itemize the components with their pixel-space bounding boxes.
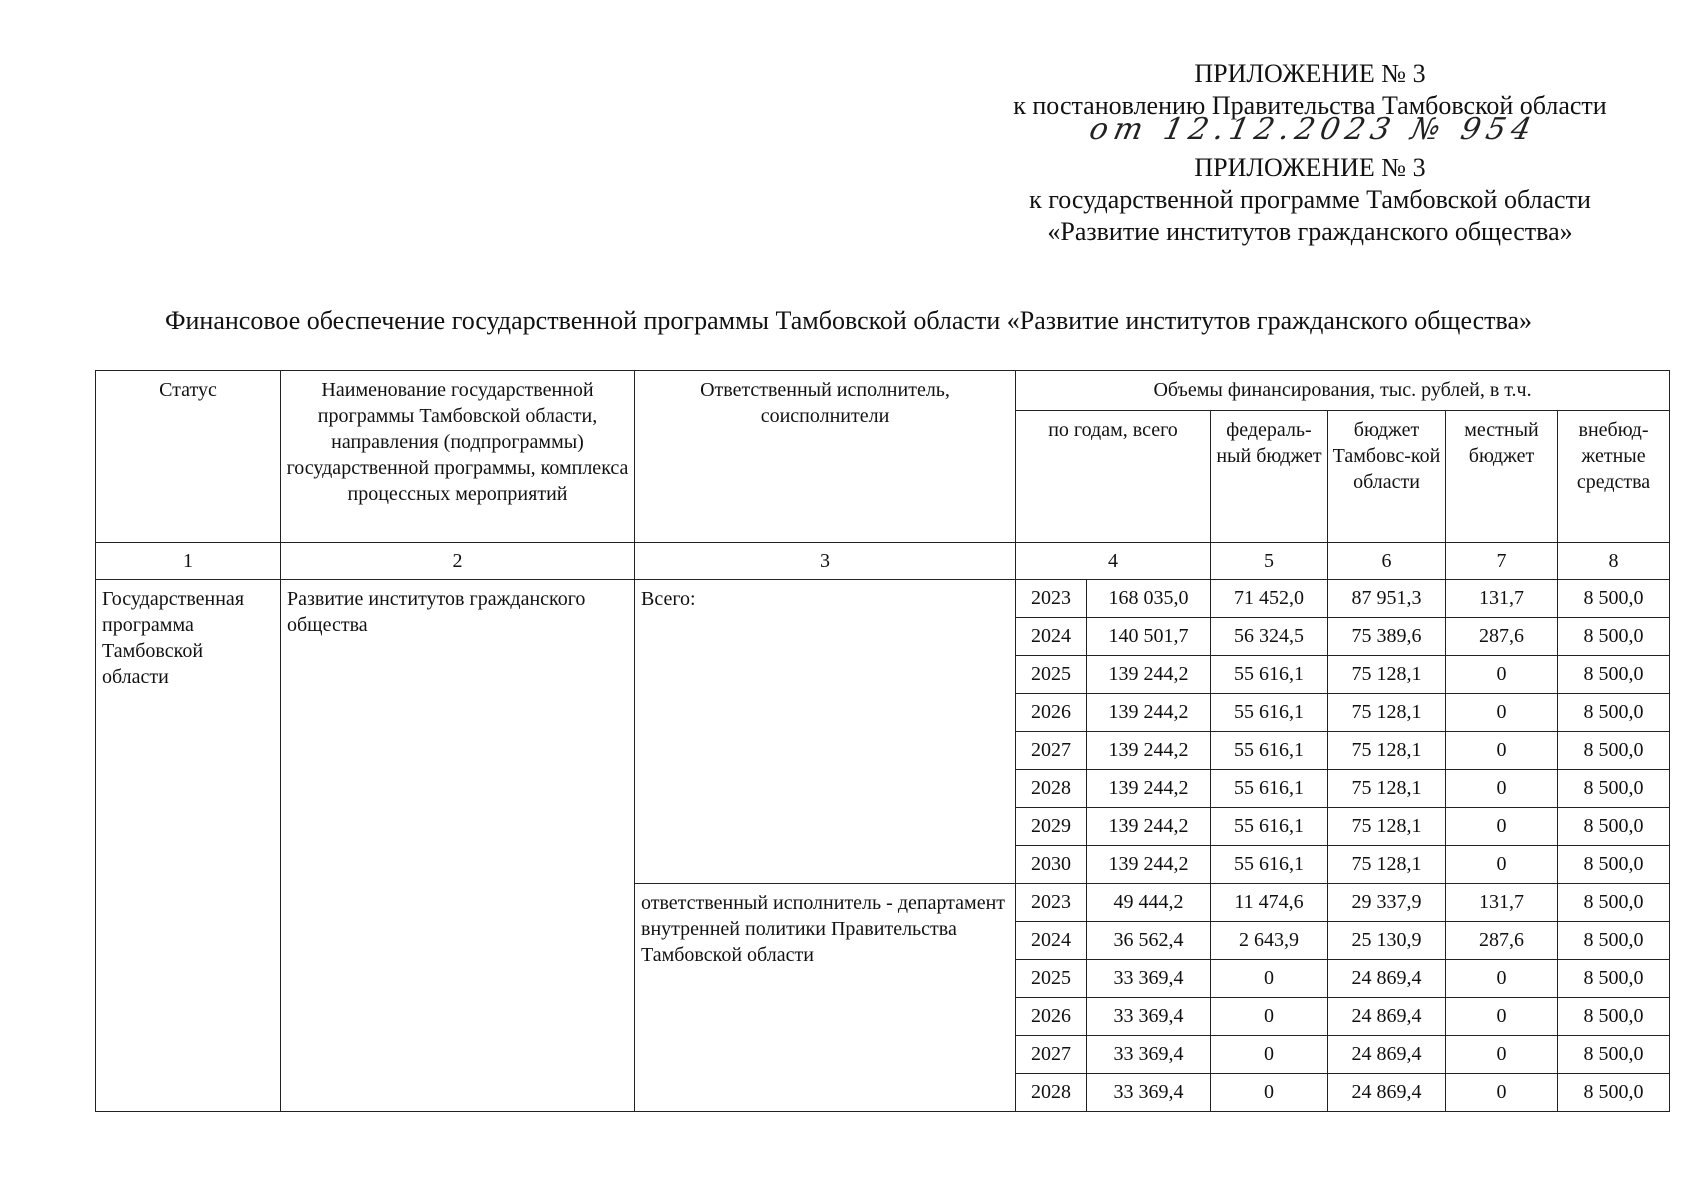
extra-cell: 8 500,0	[1558, 808, 1670, 846]
header-status: Статус	[96, 371, 281, 543]
appendix-resolution-line: к постановлению Правительства Тамбовской области	[1013, 91, 1607, 120]
federal-cell: 56 324,5	[1211, 618, 1328, 656]
extra-cell: 8 500,0	[1558, 618, 1670, 656]
local-cell: 131,7	[1446, 884, 1558, 922]
extra-cell: 8 500,0	[1558, 1036, 1670, 1074]
extra-cell: 8 500,0	[1558, 694, 1670, 732]
federal-cell: 55 616,1	[1211, 694, 1328, 732]
regional-cell: 75 128,1	[1328, 656, 1446, 694]
extra-cell: 8 500,0	[1558, 846, 1670, 884]
local-cell: 0	[1446, 694, 1558, 732]
header-local: местный бюджет	[1446, 411, 1558, 543]
appendix-to-program	[975, 152, 1645, 248]
local-cell: 0	[1446, 998, 1558, 1036]
federal-cell: 0	[1211, 1074, 1328, 1112]
federal-cell: 55 616,1	[1211, 846, 1328, 884]
regional-cell: 24 869,4	[1328, 1074, 1446, 1112]
local-cell: 0	[1446, 770, 1558, 808]
extra-cell: 8 500,0	[1558, 770, 1670, 808]
regional-cell: 75 128,1	[1328, 808, 1446, 846]
total-cell: 139 244,2	[1087, 656, 1211, 694]
local-cell: 0	[1446, 808, 1558, 846]
col-number: 5	[1211, 543, 1328, 580]
header-executor: Ответственный исполнитель, соисполнители	[635, 371, 1016, 543]
federal-cell: 0	[1211, 960, 1328, 998]
total-cell: 139 244,2	[1087, 770, 1211, 808]
year-cell: 2023	[1016, 580, 1087, 618]
col-number: 1	[96, 543, 281, 580]
program-appendix-line1: к государственной программе Тамбовской области	[1029, 185, 1591, 214]
total-cell: 33 369,4	[1087, 998, 1211, 1036]
local-cell: 0	[1446, 732, 1558, 770]
local-cell: 0	[1446, 1036, 1558, 1074]
federal-cell: 71 452,0	[1211, 580, 1328, 618]
local-cell: 131,7	[1446, 580, 1558, 618]
total-cell: 139 244,2	[1087, 694, 1211, 732]
col-number: 3	[635, 543, 1016, 580]
total-cell: 33 369,4	[1087, 1074, 1211, 1112]
federal-cell: 55 616,1	[1211, 656, 1328, 694]
regional-cell: 75 128,1	[1328, 732, 1446, 770]
regional-cell: 75 128,1	[1328, 770, 1446, 808]
regional-cell: 24 869,4	[1328, 1036, 1446, 1074]
header-volumes: Объемы финансирования, тыс. рублей, в т.ч.	[1016, 371, 1670, 411]
regional-cell: 75 128,1	[1328, 846, 1446, 884]
col-number: 2	[281, 543, 635, 580]
program-name-cell: Развитие институтов гражданского общества	[281, 580, 635, 1112]
federal-cell: 55 616,1	[1211, 808, 1328, 846]
year-cell: 2027	[1016, 732, 1087, 770]
regional-cell: 75 128,1	[1328, 694, 1446, 732]
regional-cell: 24 869,4	[1328, 960, 1446, 998]
total-cell: 139 244,2	[1087, 732, 1211, 770]
local-cell: 0	[1446, 1074, 1558, 1112]
year-cell: 2029	[1016, 808, 1087, 846]
year-cell: 2025	[1016, 656, 1087, 694]
year-cell: 2027	[1016, 1036, 1087, 1074]
col-number: 7	[1446, 543, 1558, 580]
year-cell: 2023	[1016, 884, 1087, 922]
program-appendix-title: ПРИЛОЖЕНИЕ № 3	[1194, 153, 1426, 182]
federal-cell: 2 643,9	[1211, 922, 1328, 960]
total-cell: 139 244,2	[1087, 846, 1211, 884]
federal-cell: 0	[1211, 1036, 1328, 1074]
local-cell: 287,6	[1446, 618, 1558, 656]
extra-cell: 8 500,0	[1558, 884, 1670, 922]
regional-cell: 75 389,6	[1328, 618, 1446, 656]
total-cell: 139 244,2	[1087, 808, 1211, 846]
total-cell: 140 501,7	[1087, 618, 1211, 656]
appendix-title: ПРИЛОЖЕНИЕ № 3	[1194, 59, 1426, 88]
total-cell: 33 369,4	[1087, 1036, 1211, 1074]
year-cell: 2025	[1016, 960, 1087, 998]
table-row	[96, 580, 1670, 618]
header-extra: внебюд-жетные средства	[1558, 411, 1670, 543]
financing-table	[95, 370, 1670, 1112]
col-number: 6	[1328, 543, 1446, 580]
federal-cell: 55 616,1	[1211, 732, 1328, 770]
local-cell: 287,6	[1446, 922, 1558, 960]
extra-cell: 8 500,0	[1558, 922, 1670, 960]
local-cell: 0	[1446, 846, 1558, 884]
year-cell: 2030	[1016, 846, 1087, 884]
year-cell: 2028	[1016, 770, 1087, 808]
year-cell: 2024	[1016, 618, 1087, 656]
executor-cell-department: ответственный исполнитель - департамент внутренней политики Правительства Тамбовской области	[635, 884, 1016, 1112]
year-cell: 2026	[1016, 998, 1087, 1036]
regional-cell: 87 951,3	[1328, 580, 1446, 618]
total-cell: 49 444,2	[1087, 884, 1211, 922]
header-by-years: по годам, всего	[1016, 411, 1211, 543]
federal-cell: 0	[1211, 998, 1328, 1036]
extra-cell: 8 500,0	[1558, 656, 1670, 694]
federal-cell: 11 474,6	[1211, 884, 1328, 922]
total-cell: 168 035,0	[1087, 580, 1211, 618]
extra-cell: 8 500,0	[1558, 960, 1670, 998]
status-cell: Государственная программа Тамбовской области	[96, 580, 281, 1112]
col-number: 4	[1016, 543, 1211, 580]
program-appendix-line2: «Развитие институтов гражданского общества»	[1047, 217, 1573, 246]
total-cell: 33 369,4	[1087, 960, 1211, 998]
header-regional: бюджет Тамбовс-кой области	[1328, 411, 1446, 543]
document-title: Финансовое обеспечение государственной программы Тамбовской области «Развитие институтов гражданского общества»	[164, 306, 1533, 335]
year-cell: 2024	[1016, 922, 1087, 960]
year-cell: 2028	[1016, 1074, 1087, 1112]
col-number: 8	[1558, 543, 1670, 580]
executor-cell-total: Всего:	[635, 580, 1016, 884]
extra-cell: 8 500,0	[1558, 732, 1670, 770]
extra-cell: 8 500,0	[1558, 1074, 1670, 1112]
regional-cell: 24 869,4	[1328, 998, 1446, 1036]
federal-cell: 55 616,1	[1211, 770, 1328, 808]
year-cell: 2026	[1016, 694, 1087, 732]
handwritten-date-number: от 12.12.2023 № 954	[1086, 112, 1541, 147]
regional-cell: 29 337,9	[1328, 884, 1446, 922]
extra-cell: 8 500,0	[1558, 998, 1670, 1036]
extra-cell: 8 500,0	[1558, 580, 1670, 618]
header-federal: федераль-ный бюджет	[1211, 411, 1328, 543]
header-program-name: Наименование государственной программы Тамбовской области, направления (подпрограммы) государственной программы, комплекса процессных мероприятий	[281, 371, 635, 543]
total-cell: 36 562,4	[1087, 922, 1211, 960]
local-cell: 0	[1446, 960, 1558, 998]
local-cell: 0	[1446, 656, 1558, 694]
regional-cell: 25 130,9	[1328, 922, 1446, 960]
